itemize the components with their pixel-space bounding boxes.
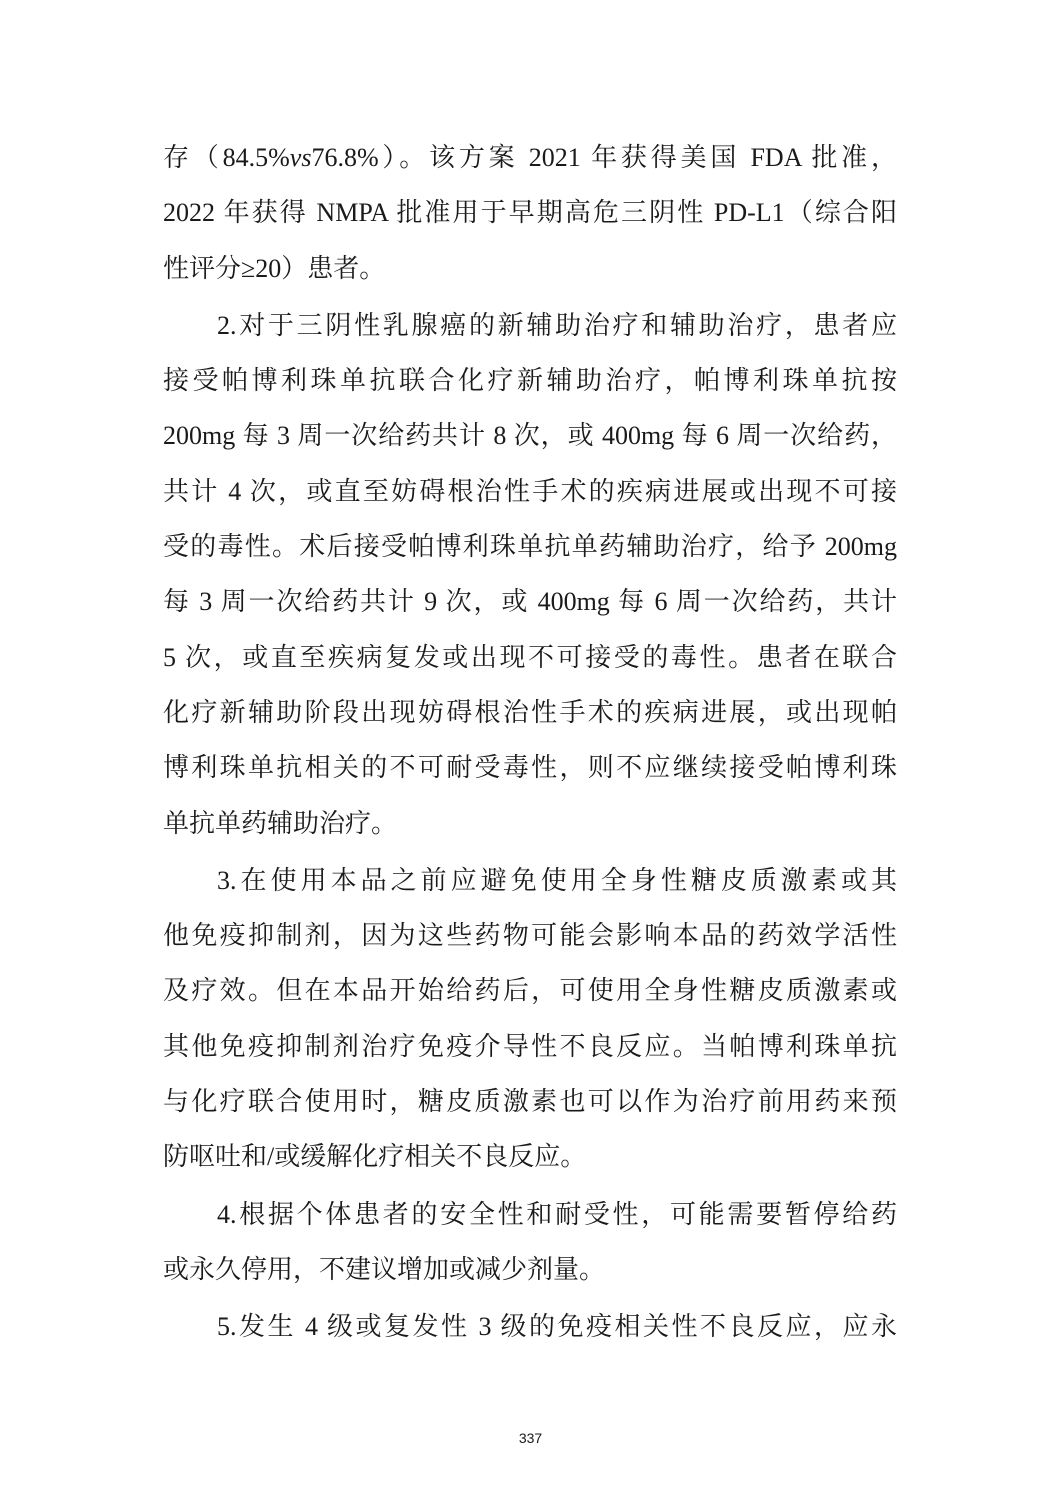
- text-line: 及疗效。但在本品开始给药后，可使用全身性糖皮质激素或: [163, 976, 897, 1006]
- text-line: 与化疗联合使用时，糖皮质激素也可以作为治疗前用药来预: [163, 1087, 897, 1117]
- text-line: 化疗新辅助阶段出现妨碍根治性手术的疾病进展，或出现帕: [163, 697, 897, 727]
- text-line: 2.对于三阴性乳腺癌的新辅助治疗和辅助治疗，患者应: [217, 310, 897, 340]
- paragraph: [163, 298, 897, 851]
- text-line: 每 3 周一次给药共计 9 次，或 400mg 每 6 周一次给药，共计: [163, 587, 897, 617]
- text-line: 防呕吐和/或缓解化疗相关不良反应。: [163, 1142, 587, 1172]
- text-line: 5 次，或直至疾病复发或出现不可接受的毒性。患者在联合: [163, 642, 897, 672]
- text-line: 200mg 每 3 周一次给药共计 8 次，或 400mg 每 6 周一次给药，: [163, 421, 897, 451]
- text-line: 受的毒性。术后接受帕博利珠单抗单药辅助治疗，给予 200mg: [163, 532, 897, 562]
- text-line: 博利珠单抗相关的不可耐受毒性，则不应继续接受帕博利珠: [163, 753, 897, 783]
- text-line: 共计 4 次，或直至妨碍根治性手术的疾病进展或出现不可接: [163, 476, 897, 506]
- text-line: 或永久停用，不建议增加或减少剂量。: [163, 1254, 606, 1284]
- italic-text: vs: [289, 143, 312, 172]
- text-line: 3.在使用本品之前应避免使用全身性糖皮质激素或其: [217, 865, 897, 895]
- text-line: 其他免疫抑制剂治疗免疫介导性不良反应。当帕博利珠单抗: [163, 1031, 897, 1061]
- text-line: 接受帕博利珠单抗联合化疗新辅助治疗，帕博利珠单抗按: [163, 366, 897, 396]
- text-segment: 76.8%）。该方案 2021 年获得美国 FDA 批准，: [311, 143, 897, 172]
- page-number: 337: [518, 1430, 543, 1446]
- text-line: 5.发生 4 级或复发性 3 级的免疫相关性不良反应，应永: [217, 1312, 897, 1342]
- text-line: 他免疫抑制剂，因为这些药物可能会影响本品的药效学活性: [163, 921, 897, 951]
- text-segment: 存（84.5%: [163, 143, 290, 172]
- paragraph: [163, 1187, 897, 1298]
- paragraph: [163, 130, 897, 296]
- body-text: [163, 130, 897, 1355]
- text-line: 性评分≥20）患者。: [163, 253, 386, 283]
- text-line: 单抗单药辅助治疗。: [163, 808, 398, 838]
- text-line: 4.根据个体患者的安全性和耐受性，可能需要暂停给药: [217, 1199, 897, 1229]
- paragraph: [163, 1299, 897, 1354]
- paragraph: [163, 853, 897, 1185]
- text-line: [163, 130, 897, 185]
- text-line: 2022 年获得 NMPA 批准用于早期高危三阴性 PD-L1（综合阳: [163, 198, 897, 228]
